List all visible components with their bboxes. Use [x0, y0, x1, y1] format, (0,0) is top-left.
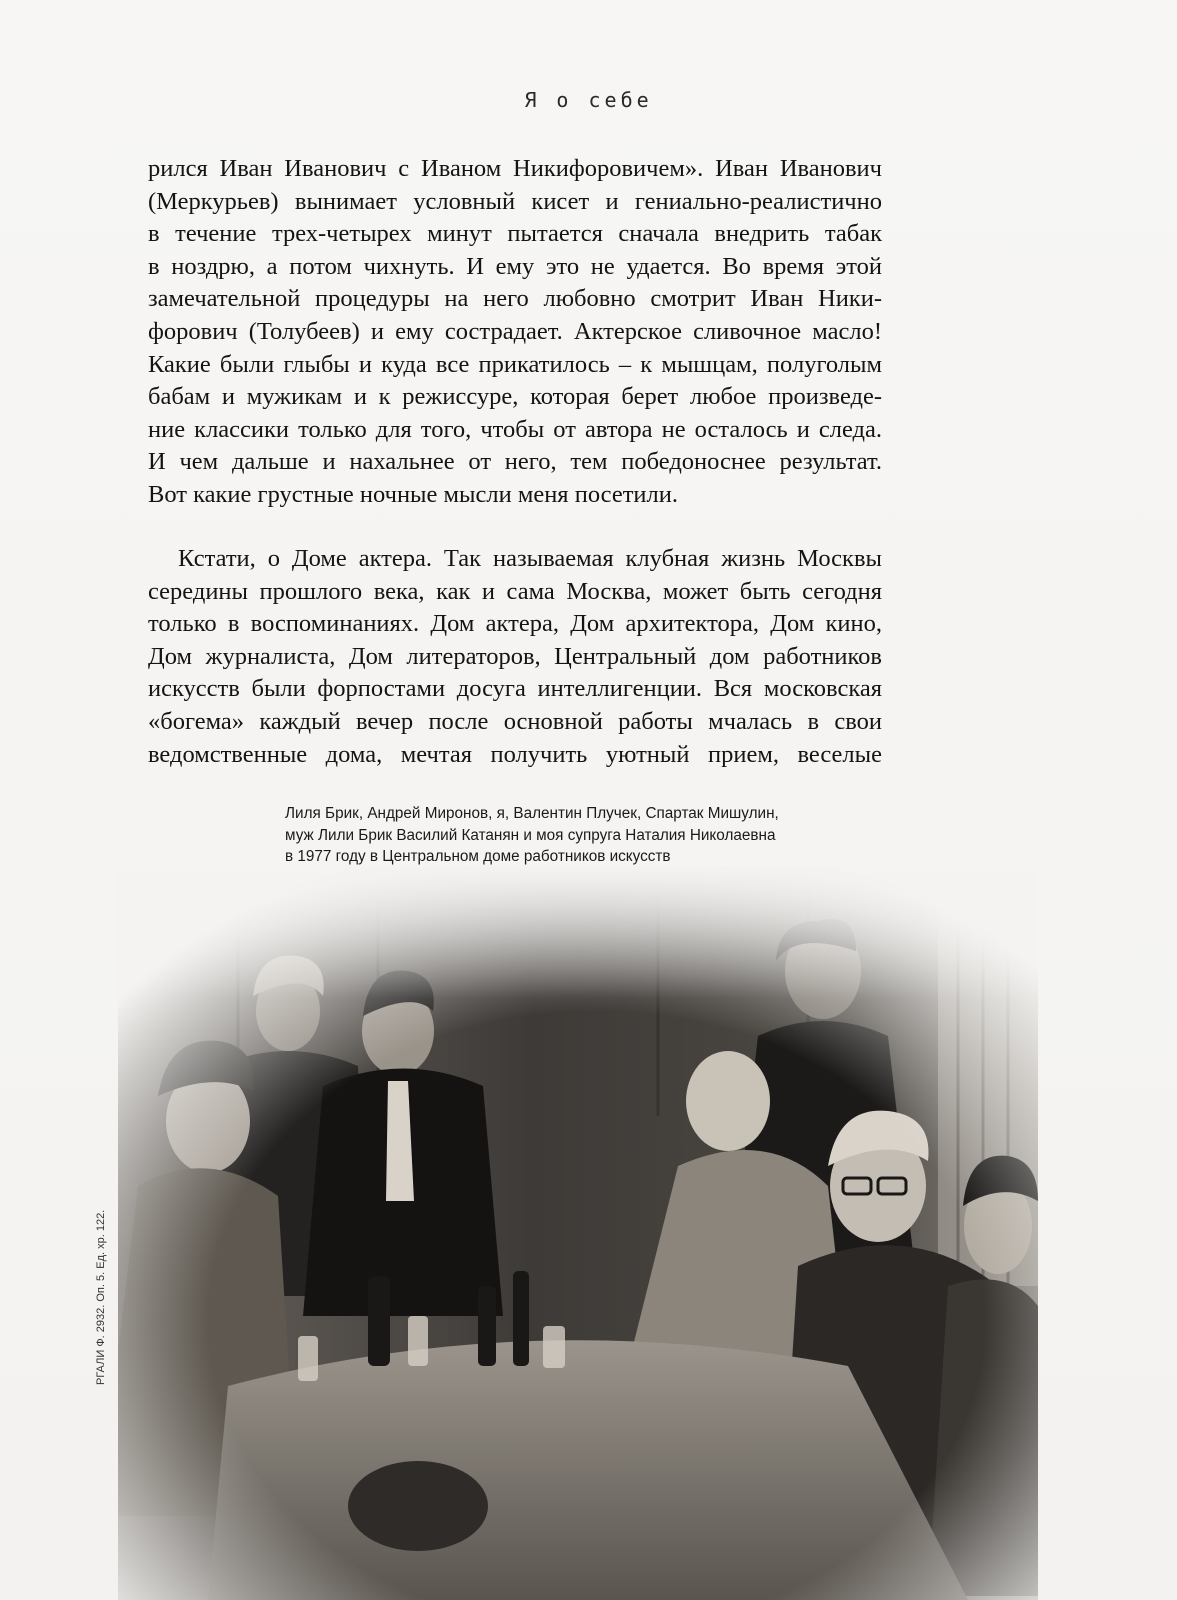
text-line: только в воспоминаниях. Дом актера, Дом архитектора, Дом кино, [148, 610, 882, 638]
text-line: искусств были форпостами досуга интеллигенции. Вся московская [148, 675, 882, 703]
text-line: форович (Толубеев) и ему сострадает. Актерское сливочное масло! [148, 317, 882, 345]
text-line: Какие были глыбы и куда все прикатилось – к мышцам, полуголым [148, 350, 882, 378]
text-line: в ноздрю, а потом чихнуть. И ему это не удается. Во время этой [148, 252, 882, 280]
text-line: И чем дальше и нахальнее от него, тем победоноснее результат. [148, 448, 882, 476]
paragraph-2 [148, 543, 882, 771]
text-line: Вот какие грустные ночные мысли меня посетили. [148, 480, 679, 508]
text-line: «богема» каждый вечер после основной работы мчалась в свои [148, 707, 882, 735]
text-line: (Меркурьев) вынимает условный кисет и гениально-реалистично [148, 187, 882, 215]
text-line: бабам и мужикам и к режиссуре, которая берет любое произведе- [148, 383, 882, 411]
text-line: ведомственные дома, мечтая получить уютный прием, веселые [148, 740, 882, 768]
caption-line: Лиля Брик, Андрей Миронов, я, Валентин Плучек, Спартак Мишулин, [285, 805, 779, 822]
text-line: Дом журналиста, Дом литераторов, Центральный дом работников [148, 642, 882, 670]
caption-line: в 1977 году в Центральном доме работников искусств [285, 848, 671, 865]
text-line: середины прошлого века, как и сама Москва, может быть сегодня [148, 577, 882, 605]
running-head: Я о себе [524, 88, 653, 112]
text-line: ние классики только для того, чтобы от автора не осталось и следа. [148, 415, 882, 443]
paragraph-1 [148, 153, 882, 512]
caption-line: муж Лили Брик Василий Катанян и моя супруга Наталия Николаевна [285, 826, 776, 844]
text-line: Кстати, о Доме актера. Так называемая клубная жизнь Москвы [178, 545, 882, 572]
text-line: рился Иван Иванович с Иваном Никифоровичем». Иван Иванович [148, 155, 882, 182]
text-line: замечательной процедуры на него любовно смотрит Иван Ники- [148, 285, 882, 313]
group-photograph [118, 866, 1038, 1600]
text-line: в течение трех-четырех минут пытается сначала внедрить табак [148, 220, 882, 248]
photo-caption [285, 803, 905, 868]
photo-source-credit: РГАЛИ Ф. 2932. Оп. 5. Ед. хр. 122. [95, 1209, 107, 1385]
